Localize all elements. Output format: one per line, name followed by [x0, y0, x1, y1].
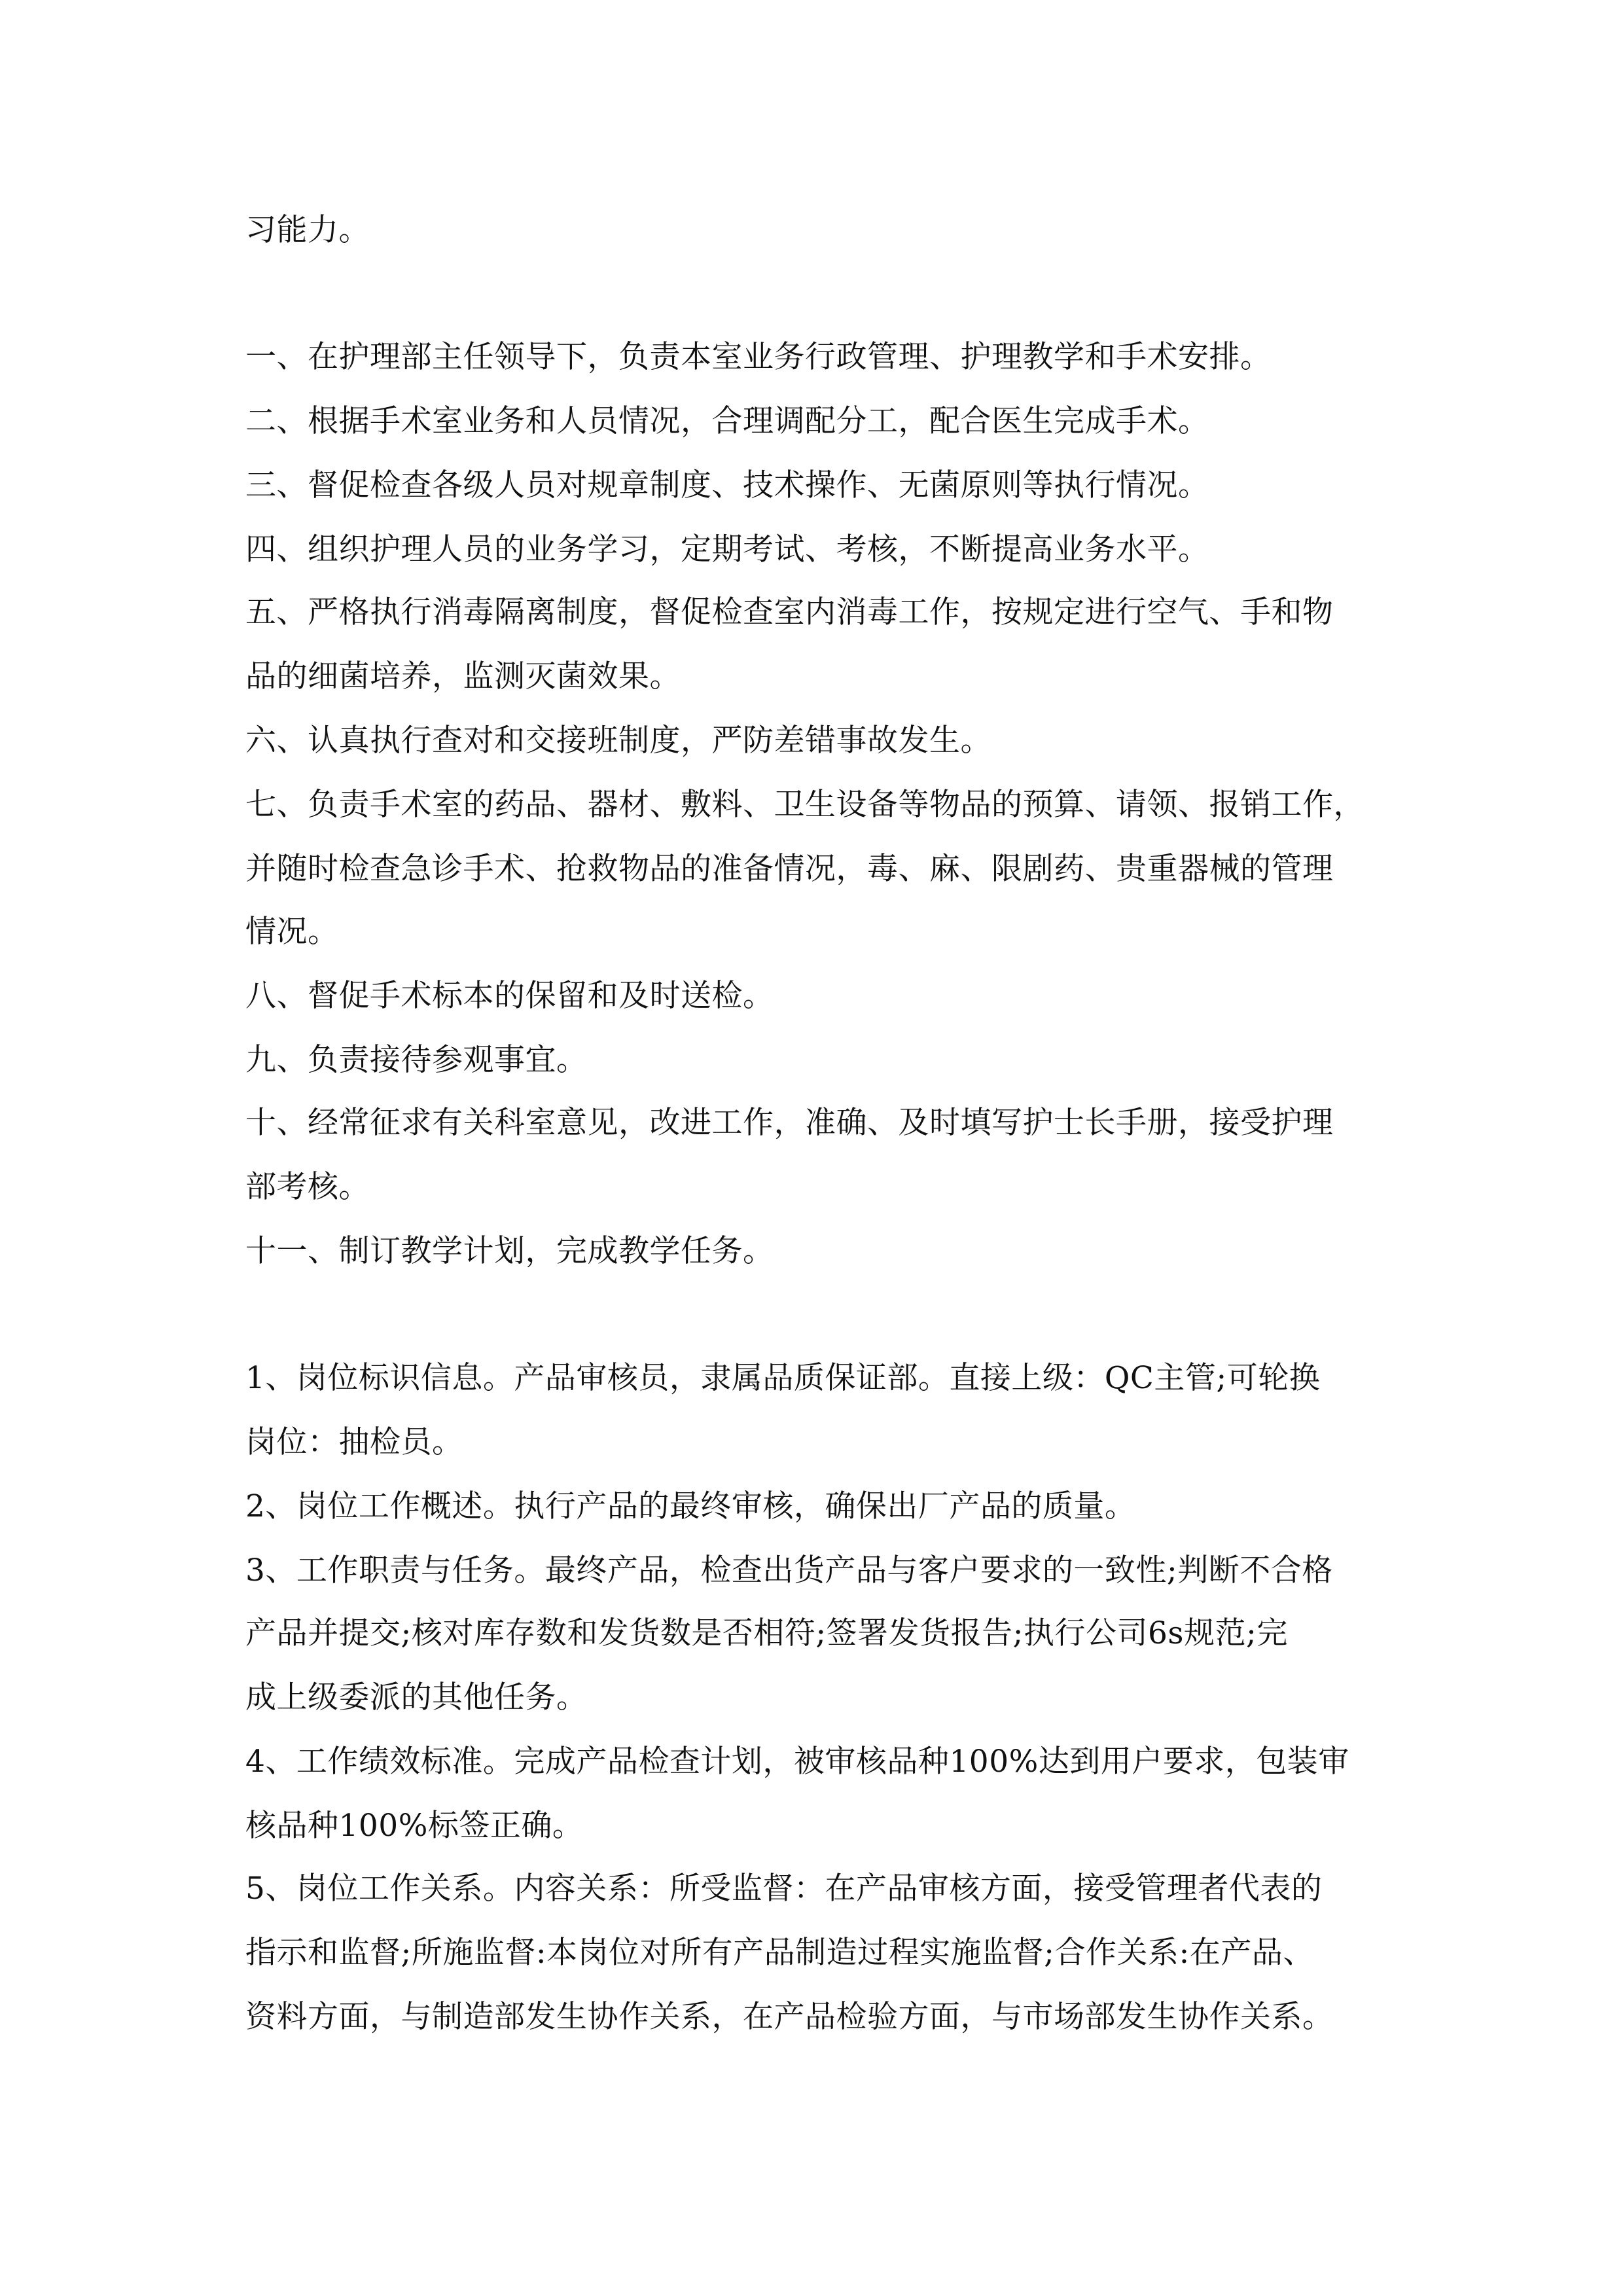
duty-line-5-cont: 品的细菌培养，监测灭菌效果。 — [245, 658, 681, 694]
role-line-4: 4、工作绩效标准。完成产品检查计划，被审核品种100%达到用户要求，包装审 — [245, 1744, 1349, 1780]
intro-fragment: 习能力。 — [245, 212, 370, 248]
duty-line-9: 九、负责接待参观事宜。 — [245, 1042, 588, 1078]
role-line-3-cont: 产品并提交;核对库存数和发货数是否相符;签署发货报告;执行公司6s规范;完 — [245, 1615, 1288, 1651]
role-line-5-cont-2: 资料方面，与制造部发生协作关系，在产品检验方面，与市场部发生协作关系。 — [245, 1999, 1334, 2035]
duty-line-5: 五、严格执行消毒隔离制度，督促检查室内消毒工作，按规定进行空气、手和物 — [245, 594, 1334, 630]
duty-line-7: 七、负责手术室的药品、器材、敷料、卫生设备等物品的预算、请领、报销工作， — [245, 787, 1364, 823]
role-line-5: 5、岗位工作关系。内容关系：所受监督：在产品审核方面，接受管理者代表的 — [245, 1871, 1323, 1907]
role-line-1-cont: 岗位：抽检员。 — [245, 1424, 463, 1460]
duty-line-1: 一、在护理部主任领导下，负责本室业务行政管理、护理教学和手术安排。 — [245, 339, 1272, 375]
duty-line-11: 十一、制订教学计划，完成教学任务。 — [245, 1233, 774, 1269]
duty-line-3: 三、督促检查各级人员对规章制度、技术操作、无菌原则等执行情况。 — [245, 467, 1209, 503]
duty-line-10-cont: 部考核。 — [245, 1169, 370, 1205]
duty-line-6: 六、认真执行查对和交接班制度，严防差错事故发生。 — [245, 723, 991, 759]
duty-line-4: 四、组织护理人员的业务学习，定期考试、考核，不断提高业务水平。 — [245, 531, 1209, 567]
role-line-3: 3、工作职责与任务。最终产品，检查出货产品与客户要求的一致性;判断不合格 — [245, 1552, 1333, 1588]
duty-line-10: 十、经常征求有关科室意见，改进工作，准确、及时填写护士长手册，接受护理 — [245, 1105, 1334, 1141]
role-line-5-cont: 指示和监督;所施监督:本岗位对所有产品制造过程实施监督;合作关系:在产品、 — [245, 1935, 1314, 1971]
role-line-2: 2、岗位工作概述。执行产品的最终审核，确保出厂产品的质量。 — [245, 1488, 1136, 1524]
duty-line-2: 二、根据手术室业务和人员情况，合理调配分工，配合医生完成手术。 — [245, 403, 1209, 439]
duty-line-8: 八、督促手术标本的保留和及时送检。 — [245, 978, 774, 1014]
role-line-1: 1、岗位标识信息。产品审核员，隶属品质保证部。直接上级：QC主管;可轮换 — [245, 1360, 1321, 1396]
role-line-3-cont-2: 成上级委派的其他任务。 — [245, 1679, 588, 1715]
role-line-4-cont: 核品种100%标签正确。 — [245, 1808, 584, 1844]
duty-line-7-cont-2: 情况。 — [245, 914, 339, 950]
duty-line-7-cont: 并随时检查急诊手术、抢救物品的准备情况，毒、麻、限剧药、贵重器械的管理 — [245, 851, 1334, 887]
